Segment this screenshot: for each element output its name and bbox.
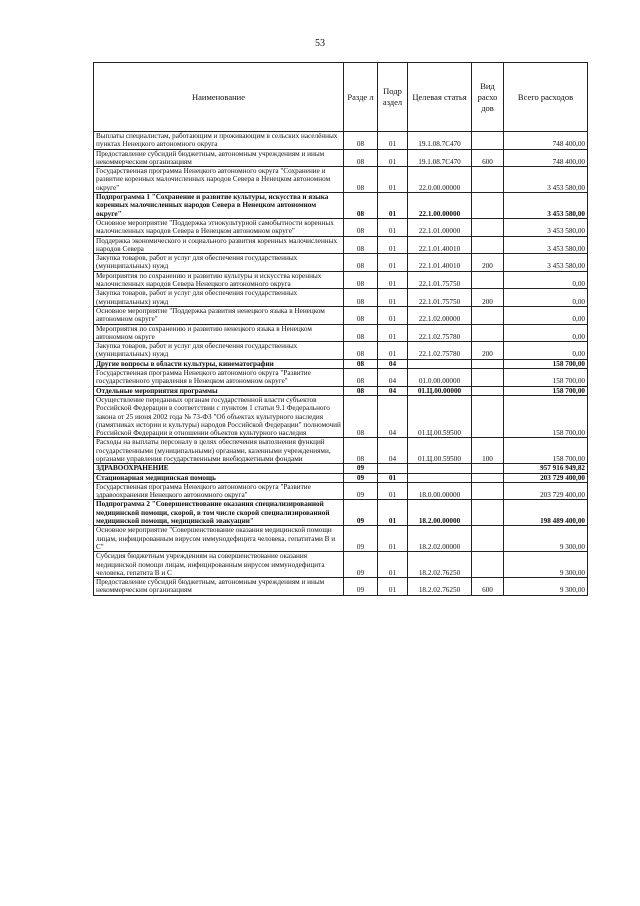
row-section: 08	[344, 236, 378, 254]
table-row	[94, 132, 588, 150]
table-row	[94, 552, 588, 578]
row-section: 08	[344, 438, 378, 464]
row-target: 18.2.02.00000	[408, 526, 472, 552]
row-name: Основное мероприятие "Совершенствование оказания медицинской помощи лицам, инфицированным вирусом иммунодефицита человека, гепатитами В и С"	[94, 526, 344, 552]
row-section: 08	[344, 324, 378, 342]
table-row	[94, 464, 588, 473]
row-section: 09	[344, 482, 378, 500]
row-name: Мероприятия по сохранению и развитию ненецкого языка в Ненецком автономном округе	[94, 324, 344, 342]
table-row	[94, 342, 588, 360]
row-expense-type	[472, 482, 504, 500]
row-expense-type	[472, 526, 504, 552]
row-expense-type	[472, 324, 504, 342]
row-target: 22.1.00.00000	[408, 193, 472, 219]
row-section: 08	[344, 149, 378, 167]
row-subsection: 01	[378, 526, 408, 552]
row-amount: 748 400,00	[504, 132, 588, 150]
row-name: Мероприятия по сохранению и развитию культуры и искусства коренных малочисленных народов Севера Ненецкого автономного округа	[94, 271, 344, 289]
row-amount: 0,00	[504, 271, 588, 289]
row-expense-type: 200	[472, 342, 504, 360]
row-subsection: 01	[378, 473, 408, 482]
row-name: Расходы на выплаты персоналу в целях обеспечения выполнения функций государственными (муниципальными) органами, казенными учреждениями, органами управления государственными внебюджетными фондами	[94, 438, 344, 464]
row-name: Государственная программа Ненецкого автономного округа "Развитие здравоохранения Ненецкого автономного округа"	[94, 482, 344, 500]
row-expense-type	[472, 193, 504, 219]
row-section: 09	[344, 464, 378, 473]
row-expense-type	[472, 500, 504, 526]
row-section: 08	[344, 359, 378, 368]
table-row	[94, 324, 588, 342]
row-subsection: 01	[378, 324, 408, 342]
row-amount: 158 700,00	[504, 438, 588, 464]
row-name: Предоставление субсидий бюджетным, автономным учреждениям и иным некоммерческим организациям	[94, 149, 344, 167]
row-target	[408, 359, 472, 368]
row-target: 19.1.08.7С470	[408, 132, 472, 150]
row-section: 08	[344, 193, 378, 219]
row-amount: 3 453 580,00	[504, 193, 588, 219]
row-section: 08	[344, 306, 378, 324]
row-expense-type	[472, 271, 504, 289]
row-subsection: 01	[378, 218, 408, 236]
row-section: 08	[344, 271, 378, 289]
row-amount: 3 453 580,00	[504, 254, 588, 272]
row-name: Основное мероприятие "Поддержка этнокультурной самобытности коренных малочисленных народов Севера в Ненецком автономном округе"	[94, 218, 344, 236]
row-name: Подпрограмма 2 "Совершенствование оказания специализированной медицинской помощи, скорой, в том числе скорой специализированной медицинской помощи, медицинской эвакуации"	[94, 500, 344, 526]
row-target	[408, 464, 472, 473]
table-row	[94, 473, 588, 482]
table-row	[94, 167, 588, 193]
table-row	[94, 482, 588, 500]
row-expense-type	[472, 369, 504, 387]
table-row	[94, 500, 588, 526]
row-name: Стационарная медицинская помощь	[94, 473, 344, 482]
row-target: 01.0.00.00000	[408, 369, 472, 387]
row-name: Осуществление переданных органам государственной власти субъектов Российской Федерации в соответствии с пунктом 1 статьи 9.1 Федерального закона от 25 июня 2002 года № 73-ФЗ "Об объектах культурного наследия (памятниках истории и культуры) народов Российской Федерации" полномочий Российской Федерации в отношении объектов культурного наследия	[94, 395, 344, 437]
row-expense-type	[472, 306, 504, 324]
table-row	[94, 193, 588, 219]
row-target: 22.1.02.75780	[408, 324, 472, 342]
row-expense-type	[472, 132, 504, 150]
row-subsection: 01	[378, 500, 408, 526]
row-expense-type	[472, 359, 504, 368]
row-expense-type	[472, 386, 504, 395]
row-expense-type	[472, 395, 504, 437]
row-name: Закупка товаров, работ и услуг для обеспечения государственных (муниципальных) нужд	[94, 254, 344, 272]
row-name: Закупка товаров, работ и услуг для обеспечения государственных (муниципальных) нужд	[94, 342, 344, 360]
row-amount: 748 400,00	[504, 149, 588, 167]
header-name: Наименование	[94, 63, 344, 132]
row-target: 01.Ц.00.59500	[408, 438, 472, 464]
page-number: 53	[315, 38, 325, 49]
table-row	[94, 289, 588, 307]
row-name: Государственная программа Ненецкого автономного округа "Развитие государственного управления в Ненецком автономном округе"	[94, 369, 344, 387]
row-expense-type	[472, 473, 504, 482]
row-name: Другие вопросы в области культуры, кинематографии	[94, 359, 344, 368]
row-target: 22.1.01.40010	[408, 236, 472, 254]
table-row	[94, 369, 588, 387]
row-subsection: 01	[378, 132, 408, 150]
row-expense-type: 200	[472, 289, 504, 307]
row-expense-type: 100	[472, 438, 504, 464]
row-subsection: 01	[378, 306, 408, 324]
row-section: 09	[344, 578, 378, 596]
row-subsection: 04	[378, 438, 408, 464]
table-row	[94, 271, 588, 289]
table-row	[94, 359, 588, 368]
row-subsection: 01	[378, 236, 408, 254]
row-subsection: 04	[378, 359, 408, 368]
table-row	[94, 254, 588, 272]
row-target: 01.Ц.00.59500	[408, 395, 472, 437]
row-amount: 198 489 400,00	[504, 500, 588, 526]
row-name: ЗДРАВООХРАНЕНИЕ	[94, 464, 344, 473]
row-subsection: 01	[378, 254, 408, 272]
row-expense-type: 600	[472, 149, 504, 167]
row-target: 22.1.01.40010	[408, 254, 472, 272]
row-expense-type: 200	[472, 254, 504, 272]
row-amount: 0,00	[504, 306, 588, 324]
row-subsection: 01	[378, 289, 408, 307]
table-row	[94, 306, 588, 324]
row-target	[408, 473, 472, 482]
row-expense-type	[472, 236, 504, 254]
row-amount: 158 700,00	[504, 359, 588, 368]
row-section: 08	[344, 132, 378, 150]
table-row	[94, 526, 588, 552]
row-amount: 957 916 949,82	[504, 464, 588, 473]
row-amount: 3 453 580,00	[504, 236, 588, 254]
row-expense-type	[472, 167, 504, 193]
row-amount: 203 729 400,00	[504, 482, 588, 500]
row-section: 09	[344, 500, 378, 526]
row-name: Основное мероприятие "Поддержка развития ненецкого языка в Ненецком автономном округе"	[94, 306, 344, 324]
row-name: Выплаты специалистам, работающим и проживающим в сельских населённых пунктах Ненецкого автономного округа	[94, 132, 344, 150]
row-target: 18.2.02.76250	[408, 578, 472, 596]
budget-table	[93, 62, 588, 596]
row-section: 09	[344, 473, 378, 482]
row-expense-type	[472, 464, 504, 473]
header-subsection: Подр аздел	[378, 63, 408, 132]
row-amount: 158 700,00	[504, 386, 588, 395]
row-section: 08	[344, 342, 378, 360]
table-row	[94, 578, 588, 596]
row-subsection: 01	[378, 482, 408, 500]
row-target: 22.1.02.75780	[408, 342, 472, 360]
row-name: Подпрограмма 1 "Сохранение и развитие культуры, искусства и языка коренных малочисленных народов Севера в Ненецком автономном округе"	[94, 193, 344, 219]
row-section: 08	[344, 167, 378, 193]
row-target: 18.0.00.00000	[408, 482, 472, 500]
row-section: 08	[344, 369, 378, 387]
row-target: 22.1.01.00000	[408, 218, 472, 236]
row-target: 19.1.08.7С470	[408, 149, 472, 167]
row-target: 18.2.00.00000	[408, 500, 472, 526]
row-amount: 0,00	[504, 324, 588, 342]
table-row	[94, 218, 588, 236]
table-row	[94, 438, 588, 464]
row-expense-type	[472, 218, 504, 236]
row-subsection: 01	[378, 167, 408, 193]
row-name: Отдельные мероприятия программы	[94, 386, 344, 395]
row-amount: 9 300,00	[504, 578, 588, 596]
row-amount: 0,00	[504, 289, 588, 307]
row-subsection: 01	[378, 271, 408, 289]
row-subsection: 04	[378, 386, 408, 395]
row-section: 08	[344, 218, 378, 236]
row-subsection: 04	[378, 395, 408, 437]
row-name: Закупка товаров, работ и услуг для обеспечения государственных (муниципальных) нужд	[94, 289, 344, 307]
row-amount: 158 700,00	[504, 369, 588, 387]
header-section: Разде л	[344, 63, 378, 132]
row-subsection: 01	[378, 342, 408, 360]
row-expense-type: 600	[472, 578, 504, 596]
row-subsection: 01	[378, 552, 408, 578]
row-name: Поддержка экономического и социального развития коренных малочисленных народов Севера	[94, 236, 344, 254]
table-row	[94, 395, 588, 437]
row-target: 18.2.02.76250	[408, 552, 472, 578]
header-row	[94, 63, 588, 132]
row-amount: 158 700,00	[504, 395, 588, 437]
header-expense-type: Вид расхо дов	[472, 63, 504, 132]
row-subsection: 04	[378, 369, 408, 387]
row-expense-type	[472, 552, 504, 578]
row-subsection: 01	[378, 193, 408, 219]
row-target: 22.1.01.75750	[408, 271, 472, 289]
row-section: 08	[344, 395, 378, 437]
table-row	[94, 386, 588, 395]
table-row	[94, 149, 588, 167]
row-subsection: 01	[378, 149, 408, 167]
row-amount: 203 729 400,00	[504, 473, 588, 482]
table-row	[94, 236, 588, 254]
row-section: 08	[344, 289, 378, 307]
row-amount: 3 453 580,00	[504, 167, 588, 193]
row-name: Субсидия бюджетным учреждениям на совершенствование оказания медицинской помощи лицам, инфицированным вирусом иммунодефицита человека, гепатита В и С	[94, 552, 344, 578]
row-amount: 3 453 580,00	[504, 218, 588, 236]
row-name: Государственная программа Ненецкого автономного округа "Сохранение и развитие коренных малочисленных народов Севера в Ненецком автономном округе"	[94, 167, 344, 193]
row-target: 22.1.01.75750	[408, 289, 472, 307]
row-section: 08	[344, 386, 378, 395]
row-name: Предоставление субсидий бюджетным, автономным учреждениям и иным некоммерческим организациям	[94, 578, 344, 596]
row-amount: 0,00	[504, 342, 588, 360]
row-target: 22.1.02.00000	[408, 306, 472, 324]
row-target: 22.0.00.00000	[408, 167, 472, 193]
row-subsection: 01	[378, 578, 408, 596]
row-subsection	[378, 464, 408, 473]
header-target: Целевая статья	[408, 63, 472, 132]
row-section: 09	[344, 552, 378, 578]
row-amount: 9 300,00	[504, 526, 588, 552]
header-total: Всего расходов	[504, 63, 588, 132]
row-target: 01.Ц.00.00000	[408, 386, 472, 395]
row-section: 08	[344, 254, 378, 272]
row-amount: 9 300,00	[504, 552, 588, 578]
row-section: 09	[344, 526, 378, 552]
